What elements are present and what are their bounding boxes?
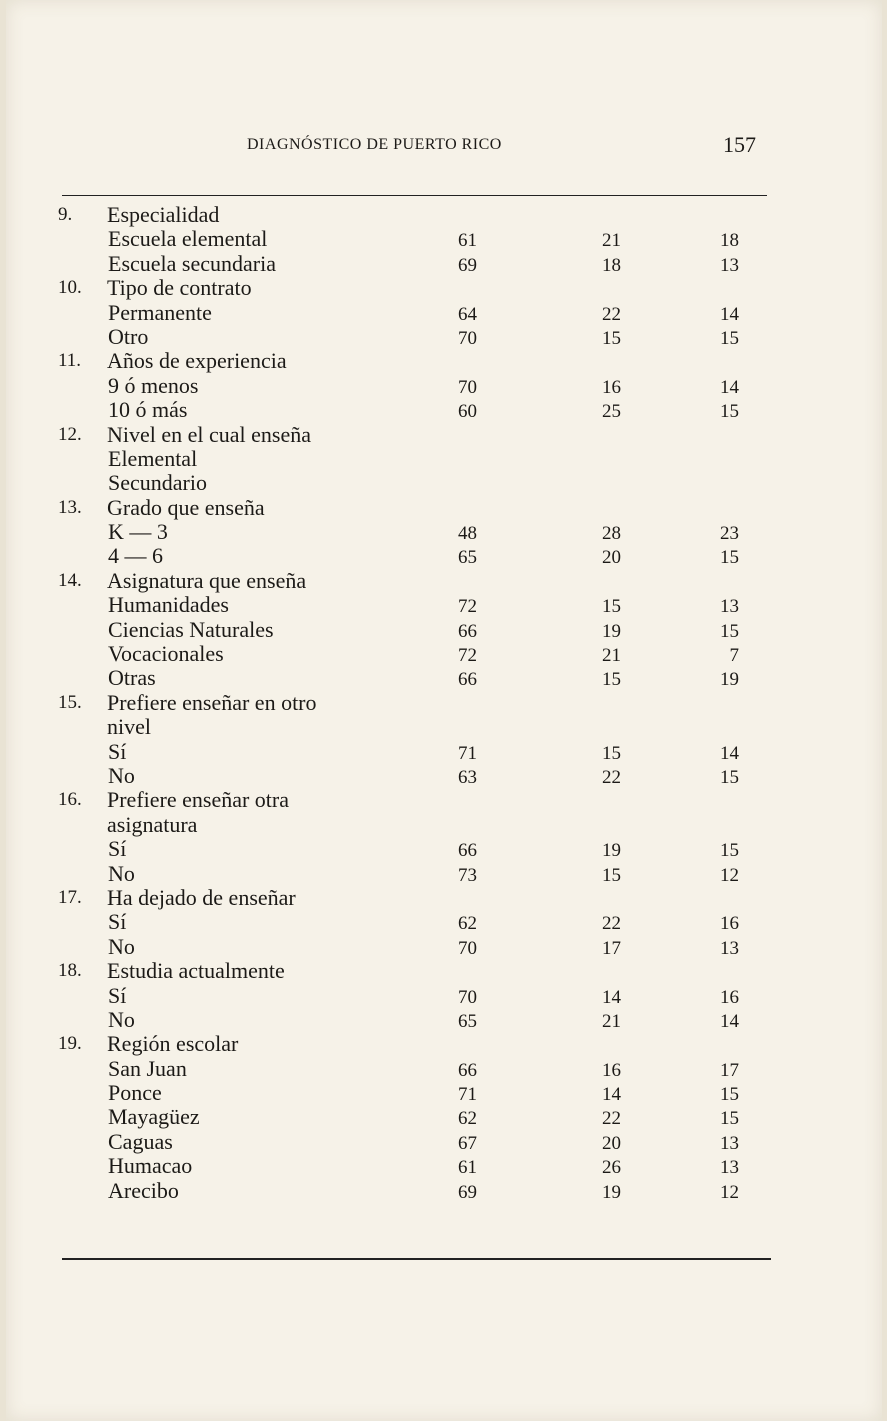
value-cell-col3: 15	[720, 327, 739, 349]
table-row	[0, 1179, 887, 1203]
table-row	[0, 910, 887, 934]
row-label: Humacao	[108, 1153, 193, 1179]
value-cell-col3: 15	[720, 547, 739, 569]
row-label: No	[108, 933, 135, 959]
section-heading-row	[0, 496, 887, 520]
value-cell-col2: 15	[602, 327, 621, 349]
table-row	[0, 1154, 887, 1178]
section-number: 12.	[58, 423, 82, 445]
value-cell-col2: 15	[602, 669, 621, 691]
section-heading-row	[0, 276, 887, 300]
value-cell-col3: 13	[720, 254, 739, 276]
value-cell-col1: 66	[458, 620, 477, 642]
section-number: 13.	[58, 496, 82, 518]
value-cell-col3: 15	[720, 620, 739, 642]
section-number: 10.	[58, 277, 82, 299]
table-row	[0, 764, 887, 788]
row-label: Sí	[108, 836, 127, 862]
running-head	[0, 132, 887, 158]
section-title: nivel	[107, 714, 151, 740]
table-row	[0, 593, 887, 617]
section-number: 17.	[58, 886, 82, 908]
value-cell-col1: 73	[458, 864, 477, 886]
value-cell-col3: 18	[720, 230, 739, 252]
table-row	[0, 301, 887, 325]
value-cell-col3: 13	[720, 596, 739, 618]
value-cell-col2: 14	[602, 1084, 621, 1106]
table-row	[0, 618, 887, 642]
value-cell-col1: 71	[458, 1084, 477, 1106]
value-cell-col2: 21	[602, 230, 621, 252]
table-row	[0, 471, 887, 495]
table-row	[0, 1057, 887, 1081]
section-title: Años de experiencia	[107, 348, 287, 374]
value-cell-col2: 22	[602, 303, 621, 325]
value-cell-col2: 22	[602, 766, 621, 788]
row-label: Vocacionales	[108, 641, 224, 667]
row-label: Elemental	[108, 445, 198, 471]
section-number: 15.	[58, 691, 82, 713]
row-label: Sí	[108, 909, 127, 935]
value-cell-col3: 15	[720, 766, 739, 788]
value-cell-col2: 14	[602, 986, 621, 1008]
section-title: Estudia actualmente	[107, 958, 285, 984]
table-row	[0, 374, 887, 398]
section-title: Prefiere enseñar en otro	[107, 689, 317, 715]
value-cell-col2: 22	[602, 913, 621, 935]
value-cell-col1: 61	[458, 1157, 477, 1179]
row-label: No	[108, 860, 135, 886]
value-cell-col2: 21	[602, 645, 621, 667]
value-cell-col2: 21	[602, 1010, 621, 1032]
value-cell-col3: 19	[720, 669, 739, 691]
section-heading-row	[0, 788, 887, 812]
row-label: Secundario	[108, 470, 207, 496]
value-cell-col3: 16	[720, 986, 739, 1008]
value-cell-col1: 62	[458, 1108, 477, 1130]
section-heading-row	[0, 813, 887, 837]
table-bottom-rule	[62, 1258, 771, 1260]
value-cell-col3: 13	[720, 1157, 739, 1179]
value-cell-col2: 15	[602, 742, 621, 764]
value-cell-col1: 72	[458, 645, 477, 667]
value-cell-col2: 19	[602, 620, 621, 642]
value-cell-col2: 19	[602, 840, 621, 862]
value-cell-col2: 16	[602, 1059, 621, 1081]
row-label: Sí	[108, 982, 127, 1008]
value-cell-col1: 66	[458, 1059, 477, 1081]
section-title: Nivel en el cual enseña	[107, 421, 312, 447]
section-title: Ha dejado de enseñar	[107, 884, 296, 910]
table-row	[0, 740, 887, 764]
table-row	[0, 642, 887, 666]
table-row	[0, 447, 887, 471]
row-label: Arecibo	[108, 1177, 179, 1203]
value-cell-col3: 12	[720, 1181, 739, 1203]
section-heading-row	[0, 886, 887, 910]
section-title: Tipo de contrato	[107, 275, 252, 301]
section-number: 18.	[58, 960, 82, 982]
table-row	[0, 1081, 887, 1105]
value-cell-col3: 16	[720, 913, 739, 935]
section-heading-row	[0, 569, 887, 593]
table-row	[0, 1105, 887, 1129]
value-cell-col1: 69	[458, 254, 477, 276]
value-cell-col2: 20	[602, 1132, 621, 1154]
value-cell-col3: 7	[729, 645, 739, 667]
value-cell-col3: 23	[720, 523, 739, 545]
value-cell-col3: 14	[720, 1010, 739, 1032]
value-cell-col2: 16	[602, 376, 621, 398]
section-title: Prefiere enseñar otra	[107, 787, 290, 813]
section-heading-row	[0, 715, 887, 739]
page-number: 157	[723, 132, 756, 157]
table-row	[0, 1008, 887, 1032]
row-label: Mayagüez	[108, 1104, 200, 1130]
value-cell-col1: 60	[458, 401, 477, 423]
value-cell-col1: 70	[458, 937, 477, 959]
running-head-title: DIAGNÓSTICO DE PUERTO RICO	[247, 136, 502, 153]
value-cell-col2: 25	[602, 401, 621, 423]
value-cell-col2: 17	[602, 937, 621, 959]
value-cell-col1: 66	[458, 840, 477, 862]
table-row	[0, 1130, 887, 1154]
row-label: K — 3	[108, 519, 168, 545]
statistics-table	[0, 203, 887, 1203]
row-label: Sí	[108, 738, 127, 764]
section-number: 14.	[58, 569, 82, 591]
value-cell-col1: 70	[458, 376, 477, 398]
section-heading-row	[0, 1032, 887, 1056]
section-heading-row	[0, 203, 887, 227]
table-row	[0, 227, 887, 251]
value-cell-col1: 62	[458, 913, 477, 935]
value-cell-col2: 15	[602, 864, 621, 886]
row-label: 9 ó menos	[108, 372, 199, 398]
row-label: 10 ó más	[108, 397, 188, 423]
value-cell-col1: 63	[458, 766, 477, 788]
value-cell-col3: 15	[720, 1108, 739, 1130]
section-heading-row	[0, 349, 887, 373]
value-cell-col3: 12	[720, 864, 739, 886]
value-cell-col2: 18	[602, 254, 621, 276]
row-label: Otras	[108, 665, 156, 691]
value-cell-col1: 69	[458, 1181, 477, 1203]
section-title: Grado que enseña	[107, 494, 265, 520]
table-top-rule	[62, 195, 767, 196]
section-title: asignatura	[107, 811, 198, 837]
table-row	[0, 544, 887, 568]
value-cell-col2: 20	[602, 547, 621, 569]
section-number: 16.	[58, 789, 82, 811]
row-label: 4 — 6	[108, 543, 163, 569]
value-cell-col3: 14	[720, 303, 739, 325]
table-row	[0, 837, 887, 861]
value-cell-col1: 48	[458, 523, 477, 545]
section-number: 19.	[58, 1033, 82, 1055]
section-heading-row	[0, 959, 887, 983]
table-row	[0, 520, 887, 544]
section-title: Región escolar	[107, 1031, 239, 1057]
table-row	[0, 984, 887, 1008]
row-label: Escuela elemental	[108, 226, 268, 252]
value-cell-col3: 15	[720, 401, 739, 423]
row-label: No	[108, 1006, 135, 1032]
section-heading-row	[0, 423, 887, 447]
section-title: Especialidad	[107, 202, 220, 227]
table-row	[0, 325, 887, 349]
value-cell-col3: 17	[720, 1059, 739, 1081]
row-label: Humanidades	[108, 592, 229, 618]
value-cell-col2: 26	[602, 1157, 621, 1179]
value-cell-col1: 65	[458, 1010, 477, 1032]
section-number: 11.	[58, 350, 82, 372]
value-cell-col1: 66	[458, 669, 477, 691]
value-cell-col1: 72	[458, 596, 477, 618]
table-row	[0, 935, 887, 959]
row-label: Ciencias Naturales	[108, 616, 274, 642]
value-cell-col1: 67	[458, 1132, 477, 1154]
row-label: Caguas	[108, 1128, 173, 1154]
table-row	[0, 666, 887, 690]
value-cell-col2: 22	[602, 1108, 621, 1130]
table-row	[0, 252, 887, 276]
value-cell-col2: 19	[602, 1181, 621, 1203]
row-label: No	[108, 762, 135, 788]
value-cell-col1: 70	[458, 327, 477, 349]
value-cell-col3: 15	[720, 1084, 739, 1106]
value-cell-col1: 71	[458, 742, 477, 764]
value-cell-col2: 28	[602, 523, 621, 545]
row-label: Otro	[108, 323, 149, 349]
value-cell-col3: 15	[720, 840, 739, 862]
value-cell-col1: 65	[458, 547, 477, 569]
value-cell-col2: 15	[602, 596, 621, 618]
value-cell-col3: 14	[720, 376, 739, 398]
value-cell-col1: 61	[458, 230, 477, 252]
value-cell-col3: 13	[720, 1132, 739, 1154]
value-cell-col3: 14	[720, 742, 739, 764]
value-cell-col3: 13	[720, 937, 739, 959]
table-row	[0, 862, 887, 886]
section-number: 9.	[58, 204, 73, 225]
row-label: Permanente	[108, 299, 212, 325]
value-cell-col1: 64	[458, 303, 477, 325]
row-label: Ponce	[108, 1080, 162, 1106]
value-cell-col1: 70	[458, 986, 477, 1008]
table-row	[0, 398, 887, 422]
section-title: Asignatura que enseña	[107, 567, 307, 593]
section-heading-row	[0, 691, 887, 715]
row-label: San Juan	[108, 1055, 187, 1081]
row-label: Escuela secundaria	[108, 250, 276, 276]
